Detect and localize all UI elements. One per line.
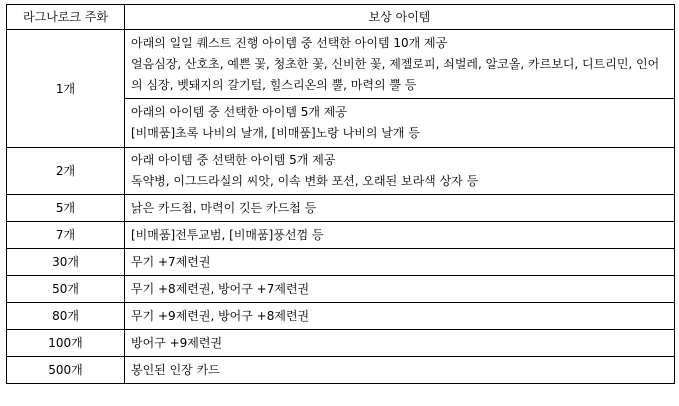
coin-count-cell: 5개 [7, 195, 125, 222]
reward-cell: 방어구 +9제련권 [125, 330, 675, 357]
table-row [7, 148, 675, 195]
coin-count-cell: 30개 [7, 249, 125, 276]
coin-count-cell: 2개 [7, 148, 125, 195]
reward-line: 아래 아이템 중 선택한 아이템 5개 제공 [131, 153, 336, 167]
coin-count-cell: 500개 [7, 357, 125, 384]
table-row [7, 195, 675, 222]
reward-cell: 봉인된 인장 카드 [125, 357, 675, 384]
reward-cell [125, 30, 675, 99]
reward-line: 아래의 일일 퀘스트 진행 아이템 중 선택한 아이템 10개 제공 [131, 35, 448, 50]
reward-cell [125, 99, 675, 148]
table-row [7, 303, 675, 330]
coin-count-cell: 80개 [7, 303, 125, 330]
coin-count-cell: 1개 [7, 30, 125, 148]
table-row [7, 249, 675, 276]
reward-cell: [비매품]전투교범, [비매품]풍선껌 등 [125, 222, 675, 249]
table-row [7, 30, 675, 99]
coin-count-cell: 100개 [7, 330, 125, 357]
reward-cell: 무기 +7제련권 [125, 249, 675, 276]
reward-cell: 무기 +9제련권, 방어구 +8제련권 [125, 303, 675, 330]
reward-line: 얼음심장, 산호초, 예쁜 꽃, 청초한 꽃, 신비한 꽃, 제젤로피, 쇠벌레, 알코올, 카르보디, 디트리민, 인어의 심장, 벳돼지의 갈기털, 힐스리온의 뿔, 마력의 뿔 등 [131, 56, 660, 92]
header-reward-item: 보상 아이템 [125, 5, 675, 30]
table-row [7, 330, 675, 357]
reward-line: 아래의 아이템 중 선택한 아이템 5개 제공 [131, 105, 347, 119]
header-coin-count: 라그나로크 주화 [7, 5, 125, 30]
coin-count-cell: 7개 [7, 222, 125, 249]
reward-table-container [6, 4, 675, 384]
reward-table [6, 4, 675, 384]
table-row [7, 357, 675, 384]
reward-cell [125, 148, 675, 195]
coin-count-cell: 50개 [7, 276, 125, 303]
reward-cell: 무기 +8제련권, 방어구 +7제련권 [125, 276, 675, 303]
table-row [7, 276, 675, 303]
reward-line: [비매품]초록 나비의 날개, [비매품]노랑 나비의 날개 등 [131, 126, 420, 140]
reward-line: 독약병, 이그드라실의 씨앗, 이속 변화 포션, 오래된 보라색 상자 등 [131, 174, 479, 188]
table-header-row [7, 5, 675, 30]
reward-cell: 낡은 카드첩, 마력이 깃든 카드첩 등 [125, 195, 675, 222]
table-row [7, 222, 675, 249]
